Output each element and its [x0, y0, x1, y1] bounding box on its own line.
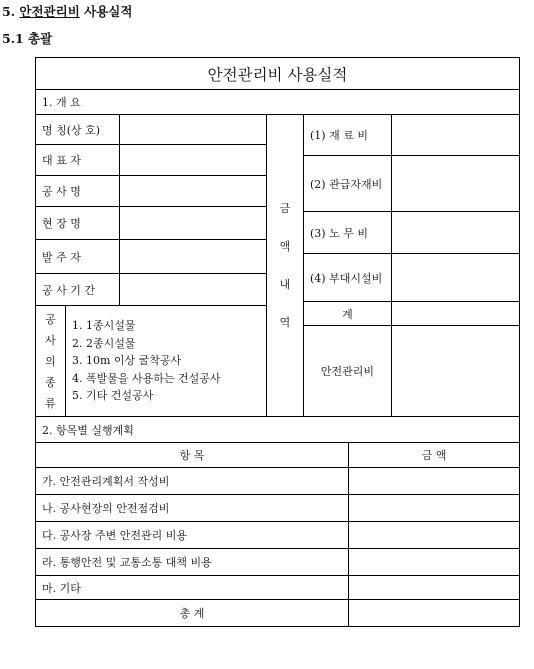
amount-char: 금	[279, 201, 291, 215]
plan-row-label: 다. 공사장 주변 안전관리 비용	[36, 522, 349, 549]
type-char: 공	[45, 312, 56, 326]
value-project-name	[120, 176, 267, 207]
column-header-amount: 금 액	[349, 443, 519, 468]
value-material-cost	[392, 115, 519, 156]
list-item: 3. 10m 이상 굴착공사	[72, 354, 182, 368]
value-site-name	[120, 207, 267, 240]
construction-type-list	[66, 306, 267, 417]
type-char: 의	[45, 354, 56, 368]
value-subtotal	[392, 302, 519, 326]
value-supplied-material	[392, 156, 519, 212]
list-item: 1. 1종시설물	[72, 319, 136, 333]
plan-total-amount	[349, 600, 519, 626]
value-labor-cost	[392, 212, 519, 254]
plan-row-label: 마. 기타	[36, 576, 349, 600]
label-safety-cost: 안전관리비	[304, 326, 392, 417]
list-item: 5. 기타 건설공사	[72, 389, 154, 403]
plan-header: 2. 항목별 실행계획	[36, 417, 519, 443]
value-auxiliary-cost	[392, 254, 519, 302]
label-period: 공 사 기 간	[36, 274, 120, 306]
amount-char: 내	[279, 277, 291, 291]
value-period	[120, 274, 267, 306]
label-labor-cost: (3) 노 무 비	[304, 212, 392, 254]
label-representative: 대 표 자	[36, 145, 120, 176]
type-char: 류	[45, 396, 56, 410]
label-site-name: 현 장 명	[36, 207, 120, 240]
value-company-name	[120, 115, 267, 145]
label-construction-type	[36, 306, 66, 417]
list-item: 2. 2종시설물	[72, 336, 136, 350]
section-title-rest: 사용실적	[79, 4, 133, 19]
section-title-underlined: 안전관리비	[19, 4, 80, 19]
plan-row-label: 가. 안전관리계획서 작성비	[36, 468, 349, 495]
plan-row-amount	[349, 468, 519, 495]
plan-row-amount	[349, 576, 519, 600]
subsection-heading: 5.1 총괄	[2, 31, 53, 46]
plan-row-label: 라. 통행안전 및 교통소통 대책 비용	[36, 549, 349, 576]
section-heading	[2, 2, 132, 20]
amount-char: 역	[279, 315, 291, 329]
safety-cost-table	[35, 57, 520, 627]
label-client: 발 주 자	[36, 240, 120, 274]
plan-total-label: 총 계	[36, 600, 349, 626]
label-company-name: 명 칭(상 호)	[36, 115, 120, 145]
type-char: 사	[45, 333, 56, 347]
table-title: 안전관리비 사용실적	[36, 58, 519, 90]
label-subtotal: 계	[304, 302, 392, 326]
label-amount-breakdown	[267, 115, 304, 417]
plan-row-amount	[349, 549, 519, 576]
amount-char: 액	[279, 239, 291, 253]
overview-header: 1. 개 요	[36, 90, 519, 115]
plan-row-amount	[349, 522, 519, 549]
value-representative	[120, 145, 267, 176]
label-auxiliary-cost: (4) 부대시설비	[304, 254, 392, 302]
section-number: 5.	[2, 4, 20, 19]
value-client	[120, 240, 267, 274]
label-material-cost: (1) 재 료 비	[304, 115, 392, 156]
label-supplied-material: (2) 관급자재비	[304, 156, 392, 212]
plan-row-label: 나. 공사현장의 안전점검비	[36, 495, 349, 522]
value-safety-cost	[392, 326, 519, 417]
type-char: 종	[45, 375, 56, 389]
list-item: 4. 폭발물을 사용하는 건설공사	[72, 371, 221, 385]
column-header-item: 항 목	[36, 443, 349, 468]
label-project-name: 공 사 명	[36, 176, 120, 207]
plan-row-amount	[349, 495, 519, 522]
